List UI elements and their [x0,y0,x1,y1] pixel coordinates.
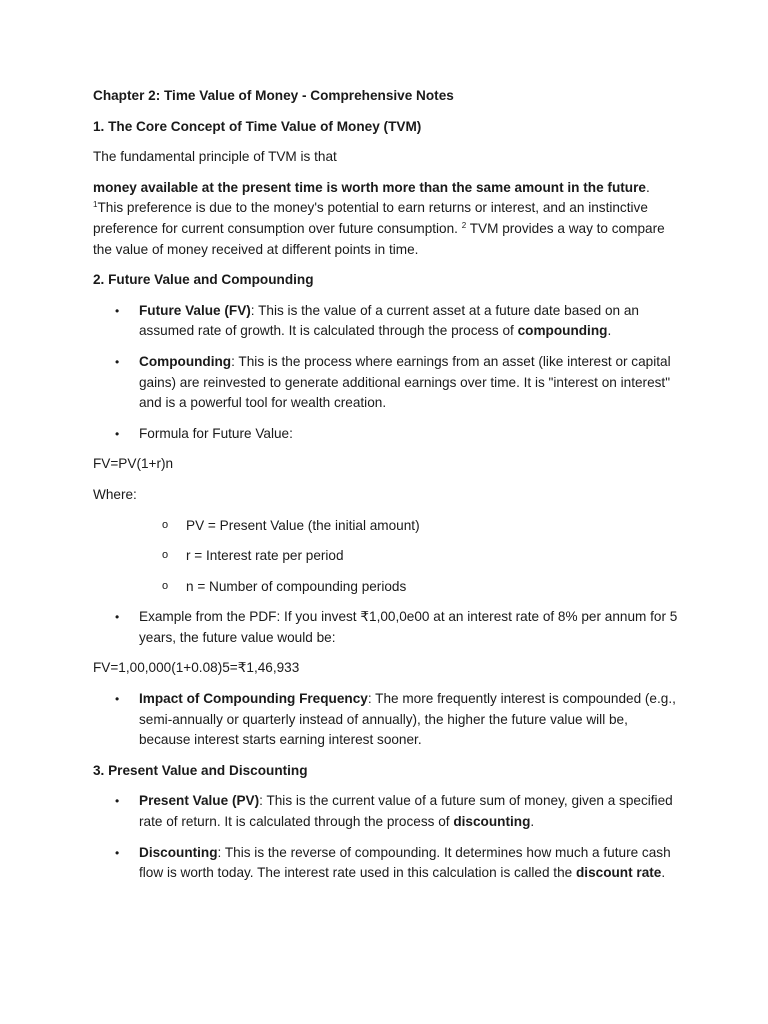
where-item-r: o r = Interest rate per period [93,546,683,567]
fv-formula: FV=PV(1+r)n [93,456,174,472]
example-formula: FV=1,00,000(1+0.08)5=₹1,46,933 [93,660,300,676]
footnote-2: 2 [461,220,467,230]
section-1-heading: 1. The Core Concept of Time Value of Money (TVM) [93,118,422,134]
section-1-principle: money available at the present time is worth more than the same amount in the future. $^1$This preference is due to the money's potential to earn returns or interest, and an instinctive preference for current consumption over future consumption. $^2$ TVM provides a way to compare the value of money received at different points in time. [93,179,665,257]
where-list [93,516,683,598]
where-label: Where: [93,486,137,502]
frequency-list [93,689,683,751]
list-item-future-value: • Future Value (FV): This is the value of a current asset at a future date based on an assumed rate of growth. It is calculated through the process of compounding. [93,301,683,342]
section-2-heading: 2. Future Value and Compounding [93,272,314,288]
example-list [93,607,683,648]
where-item-pv: o PV = Present Value (the initial amount) [93,516,683,537]
section-3-list [93,791,683,883]
section-1-intro: The fundamental principle of TVM is that [93,149,337,165]
where-item-n: o n = Number of compounding periods [93,577,683,598]
list-item-discounting: • Discounting: This is the reverse of compounding. It determines how much a future cash flow is worth today. The interest rate used in this calculation is called the discount rate. [93,843,683,884]
list-item-example: • Example from the PDF: If you invest ₹1,00,0e00 at an interest rate of 8% per annum for 5 years, the future value would be: [93,607,683,648]
list-item-compounding: • Compounding: This is the process where earnings from an asset (like interest or capital gains) are reinvested to generate additional earnings over time. It is "interest on interest" and is a powerful tool for wealth creation. [93,352,683,414]
section-2-list [93,301,683,445]
section-3-heading: 3. Present Value and Discounting [93,762,308,778]
list-item-formula-label: • Formula for Future Value: [93,424,683,445]
list-item-compounding-frequency: • Impact of Compounding Frequency: The more frequently interest is compounded (e.g., semi-annually or quarterly instead of annually), the higher the future value will be, because interest starts earning interest sooner. [93,689,683,751]
footnote-1: 1 [93,200,98,210]
document-body [93,86,683,884]
list-item-present-value: • Present Value (PV): This is the current value of a future sum of money, given a specified rate of return. It is calculated through the process of discounting. [93,791,683,832]
document-title: Chapter 2: Time Value of Money - Comprehensive Notes [93,88,454,103]
